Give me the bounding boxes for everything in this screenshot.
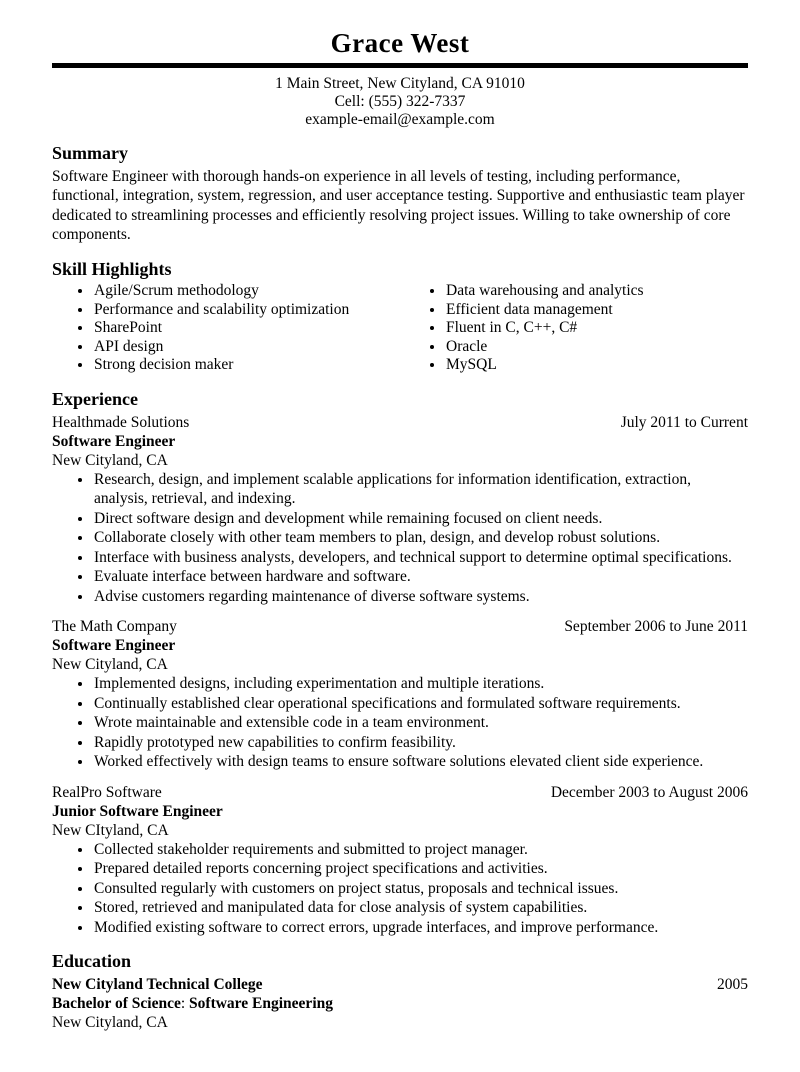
job-title: Software Engineer xyxy=(52,432,176,450)
skill-item: • Oracle xyxy=(445,338,748,357)
skill-item: • Data warehousing and analytics xyxy=(445,282,748,301)
person-name: Grace West xyxy=(330,28,470,58)
job-bullet: • Advise customers regarding maintenance of diverse software systems. xyxy=(93,587,748,607)
job-bullet: • Wrote maintainable and extensible code in a team environment. xyxy=(93,713,748,733)
job-entry xyxy=(52,783,748,938)
graduation-year: 2005 xyxy=(717,975,748,993)
skill-item: • MySQL xyxy=(445,356,748,375)
experience-heading: Experience xyxy=(52,388,138,409)
resume-header xyxy=(52,28,748,129)
education-header xyxy=(52,975,748,994)
job-entry xyxy=(52,617,748,772)
skill-item: • Fluent in C, C++, C# xyxy=(445,319,748,338)
skills-columns xyxy=(52,282,748,375)
section-skills xyxy=(52,259,748,375)
contact-address: 1 Main Street, New Cityland, CA 91010 xyxy=(275,75,525,93)
skills-list-left xyxy=(52,282,404,375)
job-bullet: • Worked effectively with design teams to ensure software solutions elevated client side experience. xyxy=(93,752,748,772)
job-bullet: • Evaluate interface between hardware and software. xyxy=(93,567,748,587)
skill-item: • Strong decision maker xyxy=(93,356,404,375)
job-dates: September 2006 to June 2011 xyxy=(564,618,748,636)
company-name: RealPro Software xyxy=(52,783,162,801)
skill-item: • Performance and scalability optimization xyxy=(93,301,404,320)
skills-column-left xyxy=(52,282,404,375)
degree-field: Software Engineering xyxy=(189,994,333,1012)
contact-phone: Cell: (555) 322-7337 xyxy=(334,93,466,111)
job-title: Software Engineer xyxy=(52,637,176,655)
skills-list-right xyxy=(404,282,748,375)
job-dates: July 2011 to Current xyxy=(620,413,748,431)
job-location: New CItyland, CA xyxy=(52,821,169,839)
job-header xyxy=(52,617,748,636)
contact-block xyxy=(52,75,748,129)
school-name: New Cityland Technical College xyxy=(52,975,263,993)
job-bullet: • Stored, retrieved and manipulated data for close analysis of system capabilities. xyxy=(93,898,748,918)
job-bullet: • Collected stakeholder requirements and submitted to project manager. xyxy=(93,840,748,860)
section-experience xyxy=(52,389,748,937)
summary-heading: Summary xyxy=(52,143,128,164)
section-education xyxy=(52,951,748,1032)
skill-item: • API design xyxy=(93,338,404,357)
job-bullet: • Consulted regularly with customers on project status, proposals and technical issues. xyxy=(93,879,748,899)
education-heading: Education xyxy=(52,951,132,972)
job-location: New Cityland, CA xyxy=(52,451,168,469)
job-bullet: • Modified existing software to correct errors, upgrade interfaces, and improve performance. xyxy=(93,918,748,938)
summary-text: Software Engineer with thorough hands-on experience in all levels of testing, including performance, functional, integration, system, regression, and user acceptance testing. Supportive and enthusiastic team player dedicated to streamlining processes and efficiently resolving project issues. Willing to take ownership of core components. xyxy=(52,167,745,244)
education-location: New Cityland, CA xyxy=(52,1013,168,1031)
job-bullet: • Rapidly prototyped new capabilities to confirm feasibility. xyxy=(93,733,748,753)
job-location: New Cityland, CA xyxy=(52,656,168,674)
degree-line xyxy=(52,994,748,1013)
job-bullet: • Prepared detailed reports concerning project specifications and activities. xyxy=(93,859,748,879)
job-bullet: • Interface with business analysts, developers, and technical support to determine optimal specifications. xyxy=(93,548,748,568)
job-entry xyxy=(52,413,748,607)
job-bullet: • Implemented designs, including experimentation and multiple iterations. xyxy=(93,674,748,694)
contact-email: example-email@example.com xyxy=(305,111,495,129)
header-divider xyxy=(52,63,748,68)
degree-name: Bachelor of Science xyxy=(52,994,181,1012)
degree-separator: : xyxy=(180,994,190,1012)
job-bullet: • Direct software design and development while remaining focused on client needs. xyxy=(93,509,748,529)
job-dates: December 2003 to August 2006 xyxy=(550,783,748,801)
job-bullet-list xyxy=(52,840,748,938)
section-summary xyxy=(52,143,748,245)
job-bullet: • Collaborate closely with other team members to plan, design, and develop robust solutions. xyxy=(93,528,748,548)
skill-item: • Agile/Scrum methodology xyxy=(93,282,404,301)
job-bullet: • Continually established clear operational specifications and formulated software requirements. xyxy=(93,694,748,714)
skill-item: • SharePoint xyxy=(93,319,404,338)
job-header xyxy=(52,783,748,802)
skills-heading: Skill Highlights xyxy=(52,258,172,279)
skills-column-right xyxy=(404,282,748,375)
job-header xyxy=(52,413,748,432)
company-name: The Math Company xyxy=(52,618,177,636)
skill-item: • Efficient data management xyxy=(445,301,748,320)
job-title: Junior Software Engineer xyxy=(52,802,223,820)
job-bullet-list xyxy=(52,674,748,772)
job-bullet-list xyxy=(52,470,748,607)
job-bullet: • Research, design, and implement scalable applications for information identification, extraction, analysis, retrieval, and indexing. xyxy=(93,470,748,509)
company-name: Healthmade Solutions xyxy=(52,413,190,431)
